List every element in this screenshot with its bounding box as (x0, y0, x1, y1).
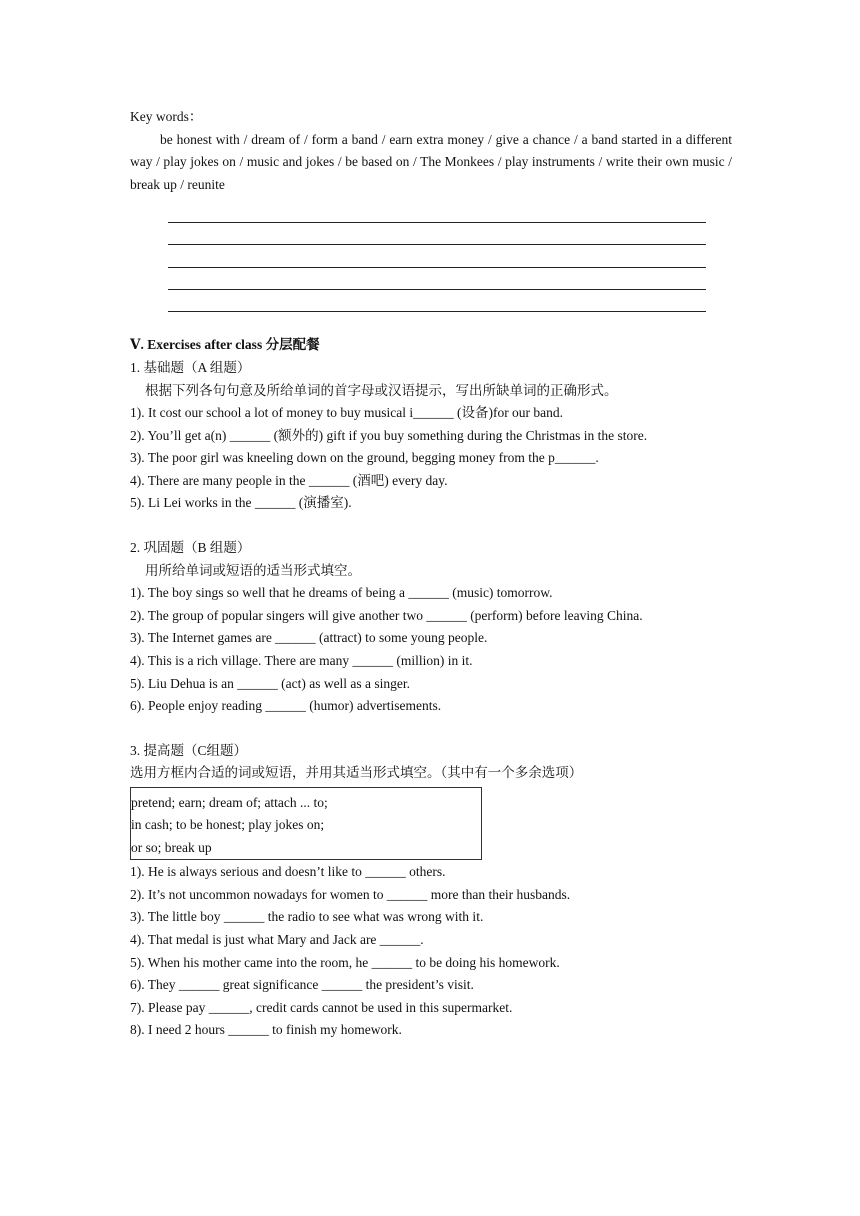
writing-line (168, 200, 706, 222)
part-c-instruction: 选用方框内合适的词或短语，并用其适当形式填空。（其中有一个多余选项） (130, 765, 583, 781)
exercise-item: 4). This is a rich village. There are many ______ (million) in it. (130, 653, 473, 669)
writing-lines (168, 200, 706, 312)
word-box (130, 787, 482, 860)
document-content (130, 106, 732, 1042)
exercise-item: 7). Please pay ______, credit cards cannot be used in this supermarket. (130, 999, 513, 1015)
keywords-heading: Key words： (130, 109, 203, 124)
exercise-item: 5). When his mother came into the room, he ______ to be doing his homework. (130, 954, 560, 970)
word-box-line: pretend; earn; dream of; attach ... to; (131, 795, 328, 811)
writing-line (168, 290, 706, 312)
spacer (130, 718, 732, 740)
part-c-heading: 3. 提高题（C组题） (130, 742, 248, 758)
exercise-item: 2). You’ll get a(n) ______ (额外的) gift if you buy something during the Christmas in the store. (130, 427, 648, 443)
part-b-heading: 2. 巩固题（B 组题） (130, 540, 251, 556)
exercise-item: 6). People enjoy reading ______ (humor) advertisements. (130, 698, 442, 714)
part-a-heading: 1. 基础题（A 组题） (130, 359, 251, 375)
exercise-item: 5). Li Lei works in the ______ (演播室). (130, 495, 352, 511)
exercise-item: 4). That medal is just what Mary and Jack are ______. (130, 932, 424, 948)
exercise-item: 3). The little boy ______ the radio to see what was wrong with it. (130, 909, 484, 925)
exercise-item: 2). It’s not uncommon nowadays for women to ______ more than their husbands. (130, 886, 571, 902)
word-box-line: or so; break up (131, 839, 212, 855)
exercise-item: 1). It cost our school a lot of money to buy musical i______ (设备)for our band. (130, 405, 564, 421)
writing-line (168, 268, 706, 290)
exercise-item: 1). He is always serious and doesn’t like to ______ others. (130, 864, 446, 880)
part-a-instruction: 根据下列各句句意及所给单词的首字母或汉语提示，写出所缺单词的正确形式。 (145, 382, 618, 398)
section-title: Ⅴ. Exercises after class 分层配餐 (130, 337, 320, 353)
exercise-item: 1). The boy sings so well that he dreams of being a ______ (music) tomorrow. (130, 585, 553, 601)
exercise-item: 4). There are many people in the ______ (酒吧) every day. (130, 472, 448, 488)
keywords-text: be honest with / dream of / form a band / earn extra money / give a chance / a band started in a different way / play jokes on / music and jokes / be based on / The Monkees / play instruments / write their own music / break up / reunite (130, 131, 732, 192)
writing-line (168, 223, 706, 245)
exercise-item: 5). Liu Dehua is an ______ (act) as well as a singer. (130, 675, 411, 691)
exercise-item: 3). The poor girl was kneeling down on the ground, begging money from the p______. (130, 450, 599, 466)
exercise-item: 6). They ______ great significance ______ the president’s visit. (130, 977, 474, 993)
exercise-item: 8). I need 2 hours ______ to finish my homework. (130, 1022, 402, 1038)
exercise-item: 3). The Internet games are ______ (attract) to some young people. (130, 630, 488, 646)
word-box-line: in cash; to be honest; play jokes on; (131, 817, 325, 833)
writing-line (168, 245, 706, 267)
part-b-instruction: 用所给单词或短语的适当形式填空。 (145, 562, 361, 578)
spacer (130, 515, 732, 537)
exercise-item: 2). The group of popular singers will give another two ______ (perform) before leaving China. (130, 607, 643, 623)
